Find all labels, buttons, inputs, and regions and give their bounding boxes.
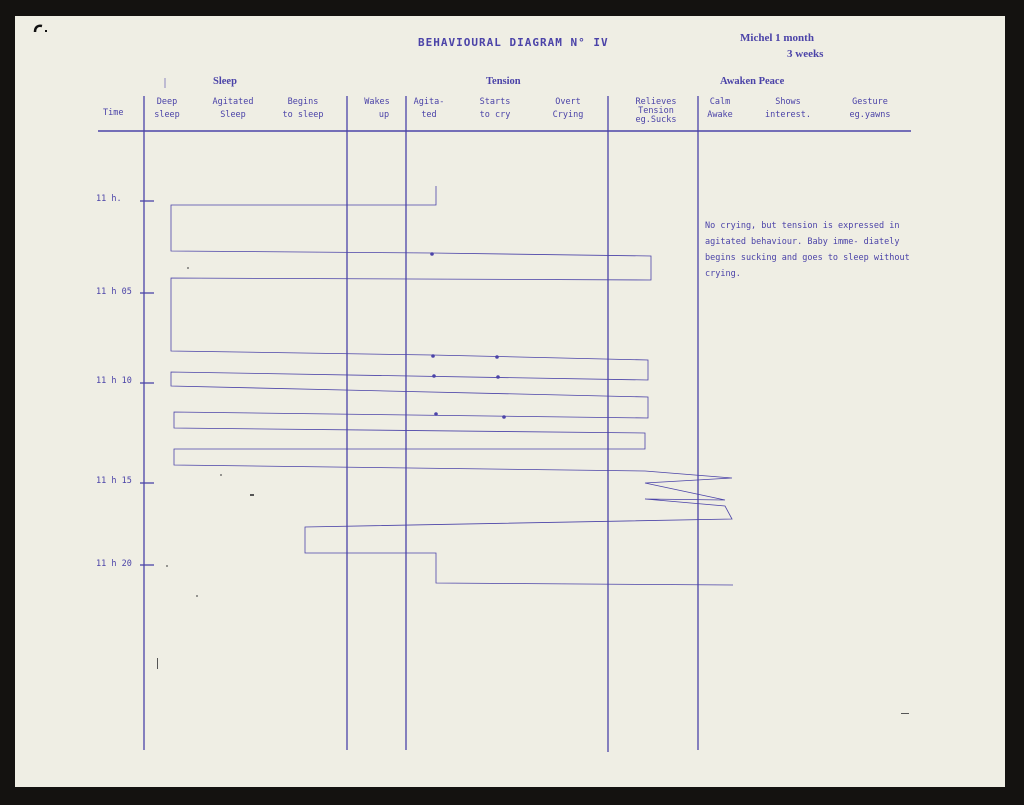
time-label-1120: 11 h 20 [96, 559, 132, 569]
column-starts-to-cry: Starts to cry [479, 97, 511, 120]
column-calm-awake: Calm Awake [707, 97, 733, 120]
column-begins-to-sleep: Begins to sleep [282, 97, 324, 120]
group-awaken-peace: Awaken Peace [720, 76, 785, 87]
column-shows-interest: Shows interest. [764, 97, 812, 120]
time-label-1100: 11 h. [96, 194, 122, 204]
time-label-1115: 11 h 15 [96, 476, 132, 486]
column-agitated: Agita- ted [413, 97, 445, 120]
corner-mark [33, 22, 47, 32]
group-tension: Tension [486, 76, 521, 87]
paper-specks [157, 267, 909, 714]
document-page [15, 16, 1005, 787]
document-title: BEHAVIOURAL DIAGRAM N° IV [418, 36, 609, 49]
column-agitated-sleep: Agitated Sleep [212, 97, 254, 120]
column-relieves-tension: Relieves Tension eg.Sucks [635, 97, 677, 125]
time-ticks [140, 201, 154, 565]
column-deep-sleep: Deep sleep [154, 97, 180, 120]
column-gesture: Gesture eg.yawns [849, 97, 891, 120]
group-sleep: Sleep [213, 76, 237, 87]
observation-note: No crying, but tension is expressed in agitated behaviour. Baby imme- diately begins sucking and goes to sleep without crying. [705, 221, 910, 279]
time-label-1110: 11 h 10 [96, 376, 132, 386]
diagram-grid [15, 16, 1005, 787]
column-time: Time [103, 108, 124, 118]
subject-age: 3 weeks [787, 48, 824, 60]
column-wakes-up: Wakes up [364, 97, 390, 120]
behaviour-trace [171, 186, 733, 585]
time-label-1105: 11 h 05 [96, 287, 132, 297]
subject-name: Michel 1 month [740, 32, 814, 44]
column-overt-crying: Overt Crying [552, 97, 584, 120]
